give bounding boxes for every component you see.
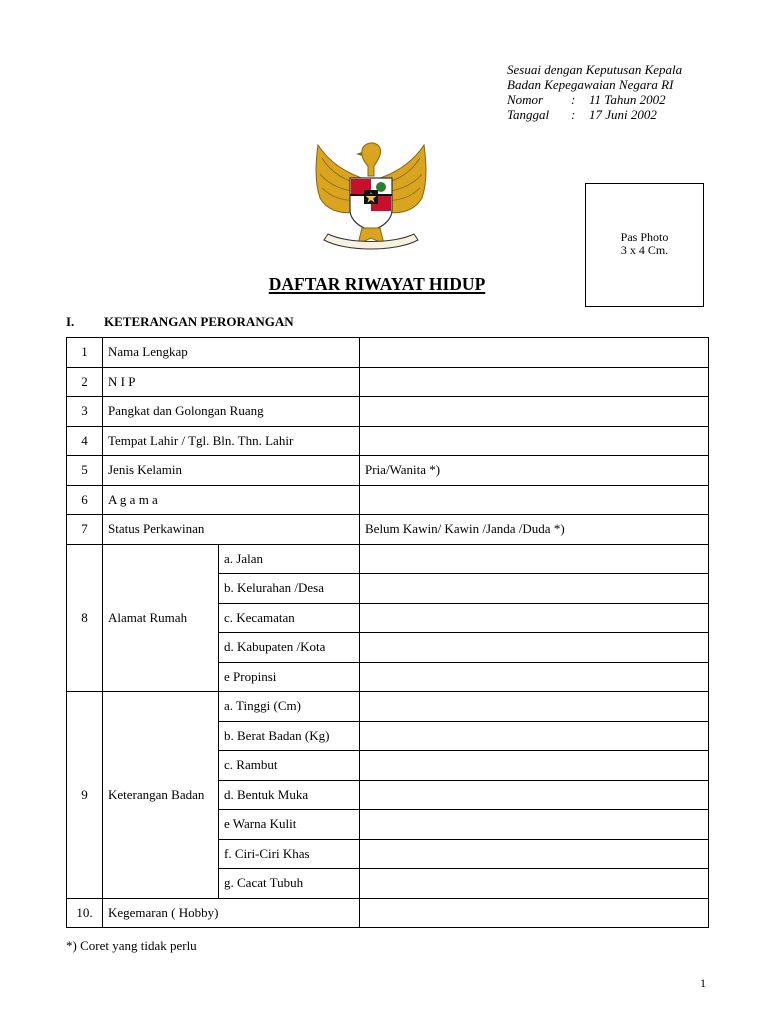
table-row: [67, 397, 709, 427]
tanggal-separator: :: [571, 107, 576, 122]
row-number: 9: [67, 692, 103, 899]
section-heading: [66, 314, 294, 330]
sub-label: e Warna Kulit: [219, 810, 360, 840]
row-value-field[interactable]: [360, 338, 709, 368]
nomor-label: Nomor: [507, 92, 544, 107]
table-row: [67, 544, 709, 574]
row-number: 1: [67, 338, 103, 368]
sub-label: e Propinsi: [219, 662, 360, 692]
row-value-field[interactable]: [360, 544, 709, 574]
section-label: KETERANGAN PERORANGAN: [104, 314, 294, 329]
personal-info-table: [66, 337, 709, 928]
row-number: 3: [67, 397, 103, 427]
row-value-field[interactable]: [360, 839, 709, 869]
table-row: [67, 426, 709, 456]
row-label: Jenis Kelamin: [103, 456, 360, 486]
sub-label: d. Kabupaten /Kota: [219, 633, 360, 663]
row-number: 6: [67, 485, 103, 515]
row-value-field[interactable]: [360, 721, 709, 751]
row-label: Status Perkawinan: [103, 515, 360, 545]
table-row: [67, 456, 709, 486]
sub-label: d. Bentuk Muka: [219, 780, 360, 810]
row-value-field[interactable]: [360, 751, 709, 781]
table-row: [67, 692, 709, 722]
row-value-field[interactable]: [360, 692, 709, 722]
table-row: [67, 515, 709, 545]
row-number: 10.: [67, 898, 103, 928]
row-value-field[interactable]: [360, 574, 709, 604]
document-title-text: DAFTAR RIWAYAT HIDUP: [268, 274, 486, 294]
page-number: 1: [700, 976, 706, 990]
table-row: [67, 898, 709, 928]
sub-label: a. Tinggi (Cm): [219, 692, 360, 722]
row-label: Kegemaran ( Hobby): [103, 898, 360, 928]
sub-label: f. Ciri-Ciri Khas: [219, 839, 360, 869]
row-label: A g a m a: [103, 485, 360, 515]
table-row: [67, 367, 709, 397]
row-value-field[interactable]: [360, 662, 709, 692]
sub-label: a. Jalan: [219, 544, 360, 574]
row-label: Keterangan Badan: [103, 692, 219, 899]
table-row: [67, 338, 709, 368]
sub-label: b. Berat Badan (Kg): [219, 721, 360, 751]
decree-tanggal: [507, 107, 682, 122]
section-number: I.: [66, 314, 75, 329]
tanggal-label: Tanggal: [507, 107, 550, 122]
row-label: Tempat Lahir / Tgl. Bln. Thn. Lahir: [103, 426, 360, 456]
tanggal-value: 17 Juni 2002: [589, 107, 657, 122]
sub-label: g. Cacat Tubuh: [219, 869, 360, 899]
sub-label: c. Kecamatan: [219, 603, 360, 633]
row-value-field[interactable]: [360, 603, 709, 633]
photo-size: 3 x 4 Cm.: [620, 243, 669, 257]
row-value-field[interactable]: Belum Kawin/ Kawin /Janda /Duda *): [360, 515, 709, 545]
row-number: 5: [67, 456, 103, 486]
sub-label: b. Kelurahan /Desa: [219, 574, 360, 604]
row-number: 2: [67, 367, 103, 397]
row-value-field[interactable]: [360, 367, 709, 397]
row-value-field[interactable]: [360, 780, 709, 810]
row-number: 7: [67, 515, 103, 545]
row-value-field[interactable]: [360, 633, 709, 663]
row-value-field[interactable]: [360, 869, 709, 899]
row-value-field[interactable]: [360, 485, 709, 515]
row-value-field[interactable]: [360, 810, 709, 840]
decree-reference: [507, 62, 682, 122]
decree-line-1: Sesuai dengan Keputusan Kepala: [507, 62, 683, 77]
row-value-field[interactable]: [360, 397, 709, 427]
garuda-emblem-icon: [306, 140, 436, 260]
footnote: *) Coret yang tidak perlu: [66, 938, 197, 953]
decree-nomor: [507, 92, 682, 107]
photo-label: Pas Photo: [620, 230, 669, 244]
nomor-value: 11 Tahun 2002: [589, 92, 666, 107]
decree-line-2: Badan Kepegawaian Negara RI: [507, 77, 674, 92]
sub-label: c. Rambut: [219, 751, 360, 781]
table-row: [67, 485, 709, 515]
row-value-field[interactable]: Pria/Wanita *): [360, 456, 709, 486]
document-title: [0, 274, 754, 295]
row-value-field[interactable]: [360, 898, 709, 928]
row-label: N I P: [103, 367, 360, 397]
row-number: 8: [67, 544, 103, 692]
nomor-separator: :: [571, 92, 576, 107]
row-label: Nama Lengkap: [103, 338, 360, 368]
row-value-field[interactable]: [360, 426, 709, 456]
row-label: Pangkat dan Golongan Ruang: [103, 397, 360, 427]
row-label: Alamat Rumah: [103, 544, 219, 692]
row-number: 4: [67, 426, 103, 456]
